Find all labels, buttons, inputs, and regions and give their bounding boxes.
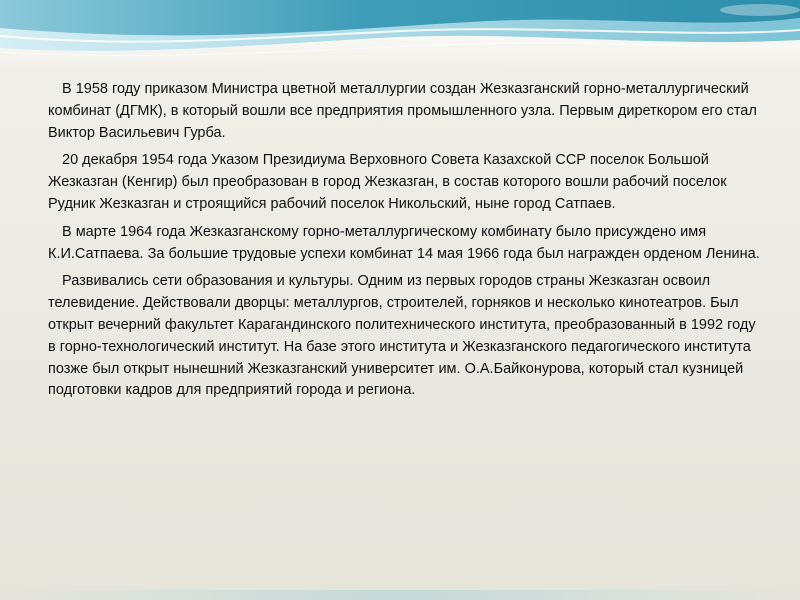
decorative-bottom-strip (0, 590, 800, 600)
paragraph-1: В 1958 году приказом Министра цветной металлургии создан Жезказганский горно-металлургический комбинат (ДГМК), в который вошли все предприятия промышленного узла. Первым диреткором его стал Виктор Васильевич Гурба. (48, 81, 757, 141)
slide-text-body (48, 79, 760, 408)
paragraph-3: В марте 1964 года Жезказганскому горно-металлургическому комбинату было присуждено имя К.И.Сатпаева. За большие трудовые успехи комбинат 14 мая 1966 года был награжден орденом Ленина. (48, 223, 760, 262)
paragraph-2: 20 декабря 1954 года Указом Президиума Верховного Совета Казахской ССР поселок Большой Жезказган (Кенгир) был преобразован в город Жезказган, в состав которого вошли рабочий поселок Рудник Жезказган и строящийся рабочий поселок Никольский, ныне город Сатпаев. (48, 152, 727, 212)
paragraph-4: Развивались сети образования и культуры. Одним из первых городов страны Жезказган освоил телевидение. Действовали дворцы: металлургов, строителей, горняков и несколько кинотеатров. Был открыт вечерний факультет Карагандинского политехнического института, преобразованный в 1992 году в горно-технологический институт. На базе этого института и Жезказганского педагогического института позже был открыт нынешний Жезказганский университет им. О.А.Байконурова, который стал кузницей подготовки кадров для предприятий города и региона. (48, 273, 756, 399)
decorative-wave-header (0, 0, 800, 80)
